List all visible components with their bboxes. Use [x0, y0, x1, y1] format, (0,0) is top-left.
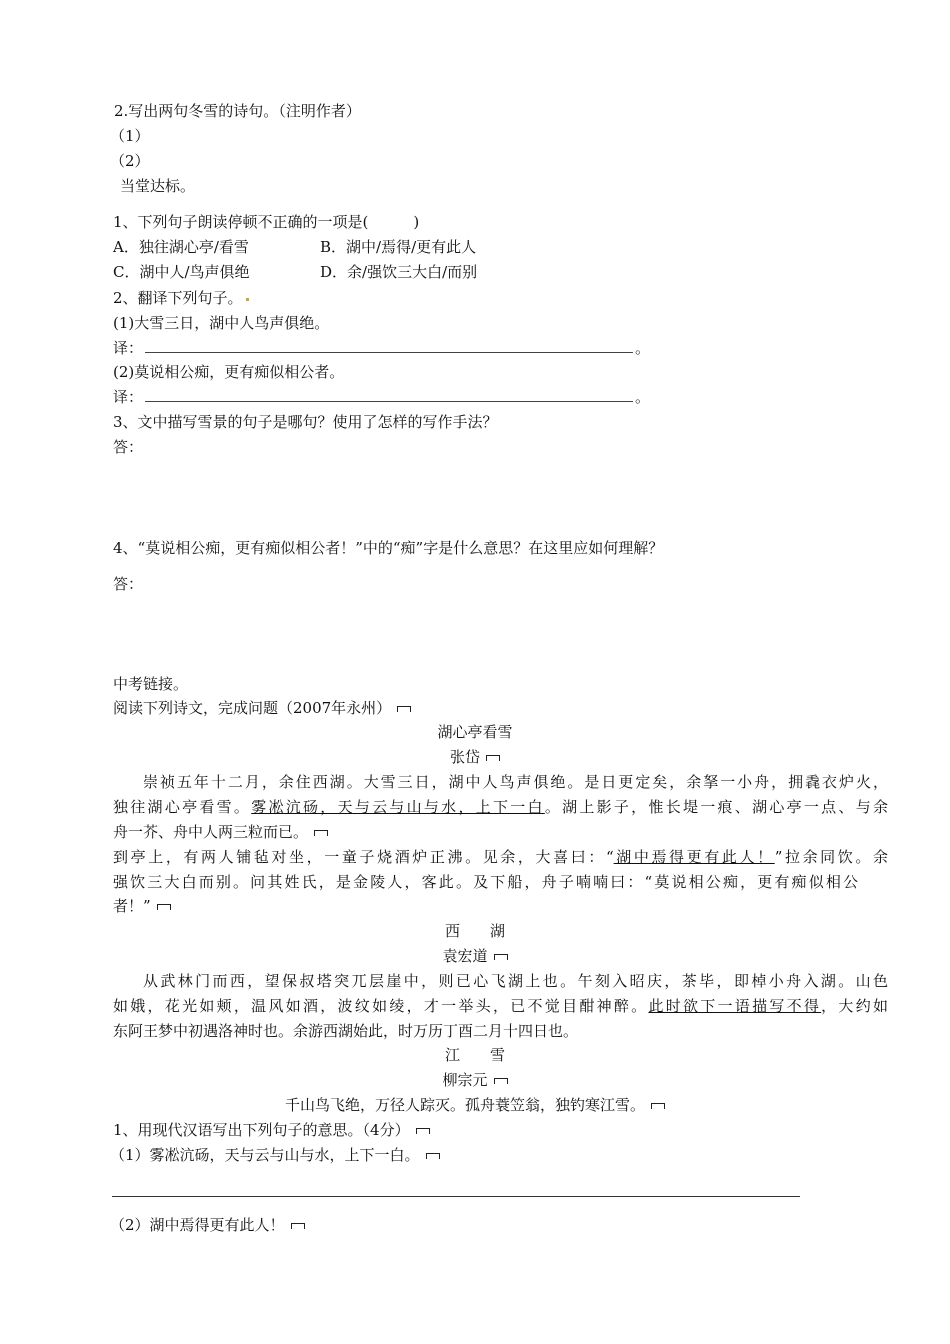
text2-line-1: 从武林门而西，望保叔塔突兀层崖中，则已心飞湖上也。午刻入昭庆，茶毕，即棹小舟入湖。山色	[143, 972, 888, 990]
text1-line-4	[113, 847, 888, 867]
text1-line-3	[113, 822, 328, 842]
answer-rule-line[interactable]	[112, 1196, 800, 1197]
text3-title: 江 雪	[444, 1046, 505, 1064]
text1-underlined-2: 湖中焉得更有此人！	[613, 848, 775, 866]
text3-poem	[0, 1095, 950, 1115]
text1-title: 湖心亭看雪	[437, 723, 513, 741]
paragraph-mark-icon	[426, 1153, 440, 1159]
sentence-2: (2)莫说相公痴，更有痴似相公者。	[113, 363, 345, 381]
text2-line-2-a: 如娥，花光如颊，温风如酒，波纹如绫，才一举头，已不觉目酣神醉。	[113, 997, 649, 1015]
answer-slot-1: （1）	[110, 127, 150, 145]
question-2	[113, 288, 249, 308]
text1-line-6	[113, 896, 171, 916]
option-d: D．余/强饮三大白/而别	[320, 263, 478, 281]
final-answer-2-text: （2）湖中焉得更有此人！	[110, 1216, 285, 1234]
text1-line-2	[113, 797, 888, 817]
poem-text: 千山鸟飞绝，万径人踪灭。孤舟蓑笠翁，独钓寒江雪。	[284, 1096, 645, 1114]
paragraph-mark-icon	[494, 954, 508, 960]
final-question-1-text: 1、用现代汉语写出下列句子的意思。（4分）	[113, 1121, 410, 1139]
paragraph-mark-icon	[416, 1128, 430, 1134]
text1-line-3-text: 舟一芥、舟中人两三粒而已。	[113, 823, 309, 841]
paragraph-mark-icon	[157, 904, 171, 910]
exam-link-instruction	[113, 698, 411, 718]
answer-label-3: 答：	[113, 438, 144, 456]
text1-line-2-b: 。湖上影子，惟长堤一痕、湖心亭一点、与余	[544, 798, 888, 816]
sentence-1: (1)大雪三日，湖中人鸟声俱绝。	[113, 314, 330, 332]
text2-author	[0, 946, 950, 966]
instruction-text: 阅读下列诗文，完成问题（2007年永州）	[113, 699, 392, 717]
dot-mark	[246, 298, 249, 301]
text2-underlined: 此时欲下一语描写不得	[648, 997, 822, 1015]
translation-blank-2[interactable]	[145, 387, 633, 402]
text1-underlined-1: 雾凇沆砀，天与云与山与水，上下一白	[251, 798, 545, 816]
question-poems-title: 2.写出两句冬雪的诗句。（注明作者）	[114, 102, 361, 120]
paragraph-mark-icon	[486, 755, 500, 761]
final-answer-1	[110, 1145, 440, 1165]
option-c: C．湖中人/鸟声俱绝	[113, 263, 250, 281]
text2-line-2-b: ，大约如	[821, 997, 888, 1015]
text2-title: 西 湖	[444, 922, 505, 940]
option-a: A．独往湖心亭/看雪	[113, 238, 249, 256]
translation-line-1	[113, 338, 650, 358]
author-name: 柳宗元	[442, 1071, 488, 1089]
paragraph-mark-icon	[494, 1078, 508, 1084]
text1-line-4-a: 到亭上，有两人铺毡对坐，一童子烧酒炉正沸。见余，大喜曰：“	[113, 848, 614, 866]
question-4: 4、“莫说相公痴，更有痴似相公者！”中的“痴”字是什么意思？在这里应如何理解？	[113, 539, 664, 557]
question-2-text: 2、翻译下列句子。	[113, 289, 243, 307]
paragraph-mark-icon	[291, 1223, 305, 1229]
paragraph-mark-icon	[397, 706, 411, 712]
translation-line-2	[113, 387, 650, 407]
final-answer-1-text: （1）雾凇沆砀，天与云与山与水，上下一白。	[110, 1146, 420, 1164]
class-test-heading: 当堂达标。	[120, 177, 196, 195]
answer-slot-2: （2）	[110, 152, 150, 170]
final-answer-2	[110, 1215, 305, 1235]
exam-link-heading: 中考链接。	[113, 675, 189, 693]
text1-line-1: 崇祯五年十二月，余住西湖。大雪三日，湖中人鸟声俱绝。是日更定矣，余拏一小舟，拥毳衣炉火，	[143, 773, 888, 791]
text1-line-4-b: ”拉余同饮。余	[774, 848, 888, 866]
text2-line-2	[113, 996, 888, 1016]
text1-line-5: 强饮三大白而别。问其姓氏，是金陵人，客此。及下船，舟子喃喃曰：“莫说相公痴，更有痴似相公	[113, 873, 858, 891]
question-3: 3、文中描写雪景的句子是哪句？使用了怎样的写作手法？	[113, 413, 498, 431]
translation-label: 译：	[113, 339, 144, 357]
translation-blank-1[interactable]	[145, 338, 633, 353]
text1-line-6-text: 者！”	[113, 897, 151, 915]
paragraph-mark-icon	[314, 830, 328, 836]
answer-label-4: 答：	[113, 575, 144, 593]
final-question-1	[113, 1120, 430, 1140]
translation-label: 译：	[113, 388, 144, 406]
author-name: 袁宏道	[442, 947, 488, 965]
option-b: B．湖中/焉得/更有此人	[320, 238, 477, 256]
text3-author	[0, 1070, 950, 1090]
text1-line-2-a: 独往湖心亭看雪。	[113, 798, 252, 816]
question-1: 1、下列句子朗读停顿不正确的一项是( )	[113, 213, 420, 231]
text1-author	[0, 747, 950, 767]
translation-period: 。	[635, 388, 651, 406]
text2-line-3: 东阿王梦中初遇洛神时也。余游西湖始此，时万历丁酉二月十四日也。	[113, 1022, 579, 1040]
paragraph-mark-icon	[651, 1103, 665, 1109]
author-name: 张岱	[449, 748, 480, 766]
translation-period: 。	[635, 339, 651, 357]
